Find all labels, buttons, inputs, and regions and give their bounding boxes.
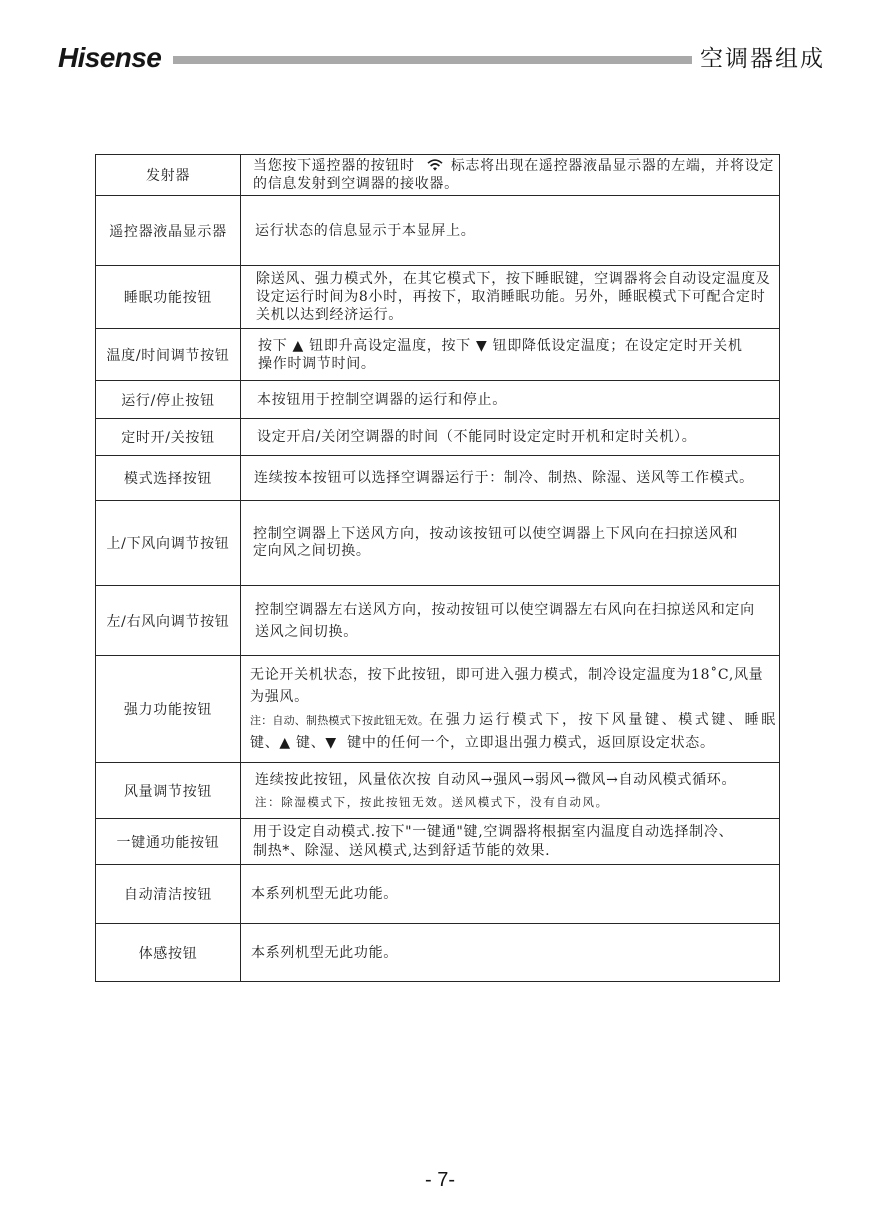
component-name: 强力功能按钮	[96, 656, 241, 762]
component-description	[241, 329, 779, 380]
component-description	[241, 196, 779, 265]
description-line: 键、▲ 键、▼ 键中的任何一个，立即退出强力模式，返回原设定状态。	[250, 735, 715, 751]
component-description	[241, 266, 779, 328]
description-line: 连续按此按钮，风量依次按 自动风→强风→弱风→微风→自动风模式循环。	[255, 771, 737, 788]
description-line: 本系列机型无此功能。	[251, 944, 398, 961]
description-line: 本按钮用于控制空调器的运行和停止。	[257, 391, 507, 408]
component-name: 一键通功能按钮	[96, 819, 241, 864]
component-name: 自动清洁按钮	[96, 865, 241, 923]
description-line	[250, 709, 779, 733]
description-line: 设定开启/关闭空调器的时间（不能同时设定定时开机和定时关机）。	[257, 429, 697, 445]
description-line: 关机以达到经济运行。	[256, 307, 403, 323]
component-name: 遥控器液晶显示器	[96, 196, 241, 265]
table-row	[96, 819, 779, 865]
component-description	[241, 865, 779, 923]
description-line: 运行状态的信息显示于本显屏上。	[255, 222, 476, 239]
description-line: 制热*、除湿、送风模式,达到舒适节能的效果.	[253, 842, 551, 859]
component-description	[241, 381, 779, 418]
description-line: 设定运行时间为8小时，再按下，取消睡眠功能。另外，睡眠模式下可配合定时	[256, 289, 766, 305]
component-description	[241, 763, 779, 818]
component-name: 模式选择按钮	[96, 456, 241, 500]
description-line: 控制空调器上下送风方向，按动该按钮可以使空调器上下风向在扫掠送风和	[253, 526, 739, 542]
note-text: 注：自动、制热模式下按此钮无效。	[250, 713, 430, 727]
component-description	[241, 155, 779, 195]
component-description	[241, 419, 779, 455]
table-row	[96, 155, 779, 196]
component-name: 体感按钮	[96, 924, 241, 981]
table-row	[96, 924, 779, 981]
page-title: 空调器组成	[700, 46, 825, 72]
table-row	[96, 381, 779, 419]
table-row	[96, 196, 779, 266]
component-description	[241, 501, 779, 585]
table-row	[96, 419, 779, 456]
component-name: 睡眠功能按钮	[96, 266, 241, 328]
component-description	[241, 924, 779, 981]
component-description	[241, 586, 779, 655]
signal-icon	[427, 158, 443, 171]
table-row	[96, 586, 779, 656]
table-row	[96, 456, 779, 501]
description-text: 标志将出现在遥控器液晶显示器的左端，并将设定	[450, 158, 775, 174]
component-table	[95, 154, 780, 982]
table-row	[96, 656, 779, 763]
description-line: 控制空调器左右送风方向，按动按钮可以使空调器左右风向在扫掠送风和定向	[255, 601, 755, 618]
table-row	[96, 501, 779, 586]
component-name: 发射器	[96, 155, 241, 195]
component-description	[241, 819, 779, 864]
component-name: 温度/时间调节按钮	[96, 329, 241, 380]
description-line: 连续按本按钮可以选择空调器运行于：制冷、制热、除湿、送风等工作模式。	[254, 470, 754, 486]
description-line	[253, 157, 779, 175]
description-line: 为强风。	[250, 689, 309, 705]
description-line: 的信息发射到空调器的接收器。	[253, 176, 459, 192]
component-description	[241, 456, 779, 500]
brand-logo: Hisense	[58, 42, 162, 73]
description-line: 无论开关机状态，按下此按钮，即可进入强力模式，制冷设定温度为18˚C,风量	[250, 666, 764, 683]
table-row	[96, 865, 779, 924]
component-description	[241, 656, 779, 762]
description-text: 当您按下遥控器的按钮时	[253, 158, 415, 174]
description-line: 操作时调节时间。	[258, 355, 376, 372]
description-line: 按下 ▲ 钮即升高设定温度，按下 ▼ 钮即降低设定温度；在设定定时开关机	[258, 337, 743, 354]
component-name: 风量调节按钮	[96, 763, 241, 818]
note-text: 注：除湿模式下，按此按钮无效。送风模式下，没有自动风。	[255, 794, 609, 809]
component-name: 定时开/关按钮	[96, 419, 241, 455]
description-line: 本系列机型无此功能。	[251, 886, 398, 902]
description-line: 定向风之间切换。	[253, 543, 371, 559]
component-name: 运行/停止按钮	[96, 381, 241, 418]
description-line: 用于设定自动模式.按下"一键通"键,空调器将根据室内温度自动选择制冷、	[253, 823, 734, 840]
component-name: 左/右风向调节按钮	[96, 586, 241, 655]
table-row	[96, 763, 779, 819]
description-line: 送风之间切换。	[255, 623, 358, 640]
description-text: 在强力运行模式下，按下风量键、模式键、睡眠	[429, 711, 778, 728]
component-name: 上/下风向调节按钮	[96, 501, 241, 585]
header-rule	[173, 56, 692, 64]
page-number: - 7-	[425, 1169, 455, 1191]
table-row	[96, 329, 779, 381]
description-line: 除送风、强力模式外，在其它模式下，按下睡眠键，空调器将会自动设定温度及	[256, 271, 771, 287]
table-row	[96, 266, 779, 329]
